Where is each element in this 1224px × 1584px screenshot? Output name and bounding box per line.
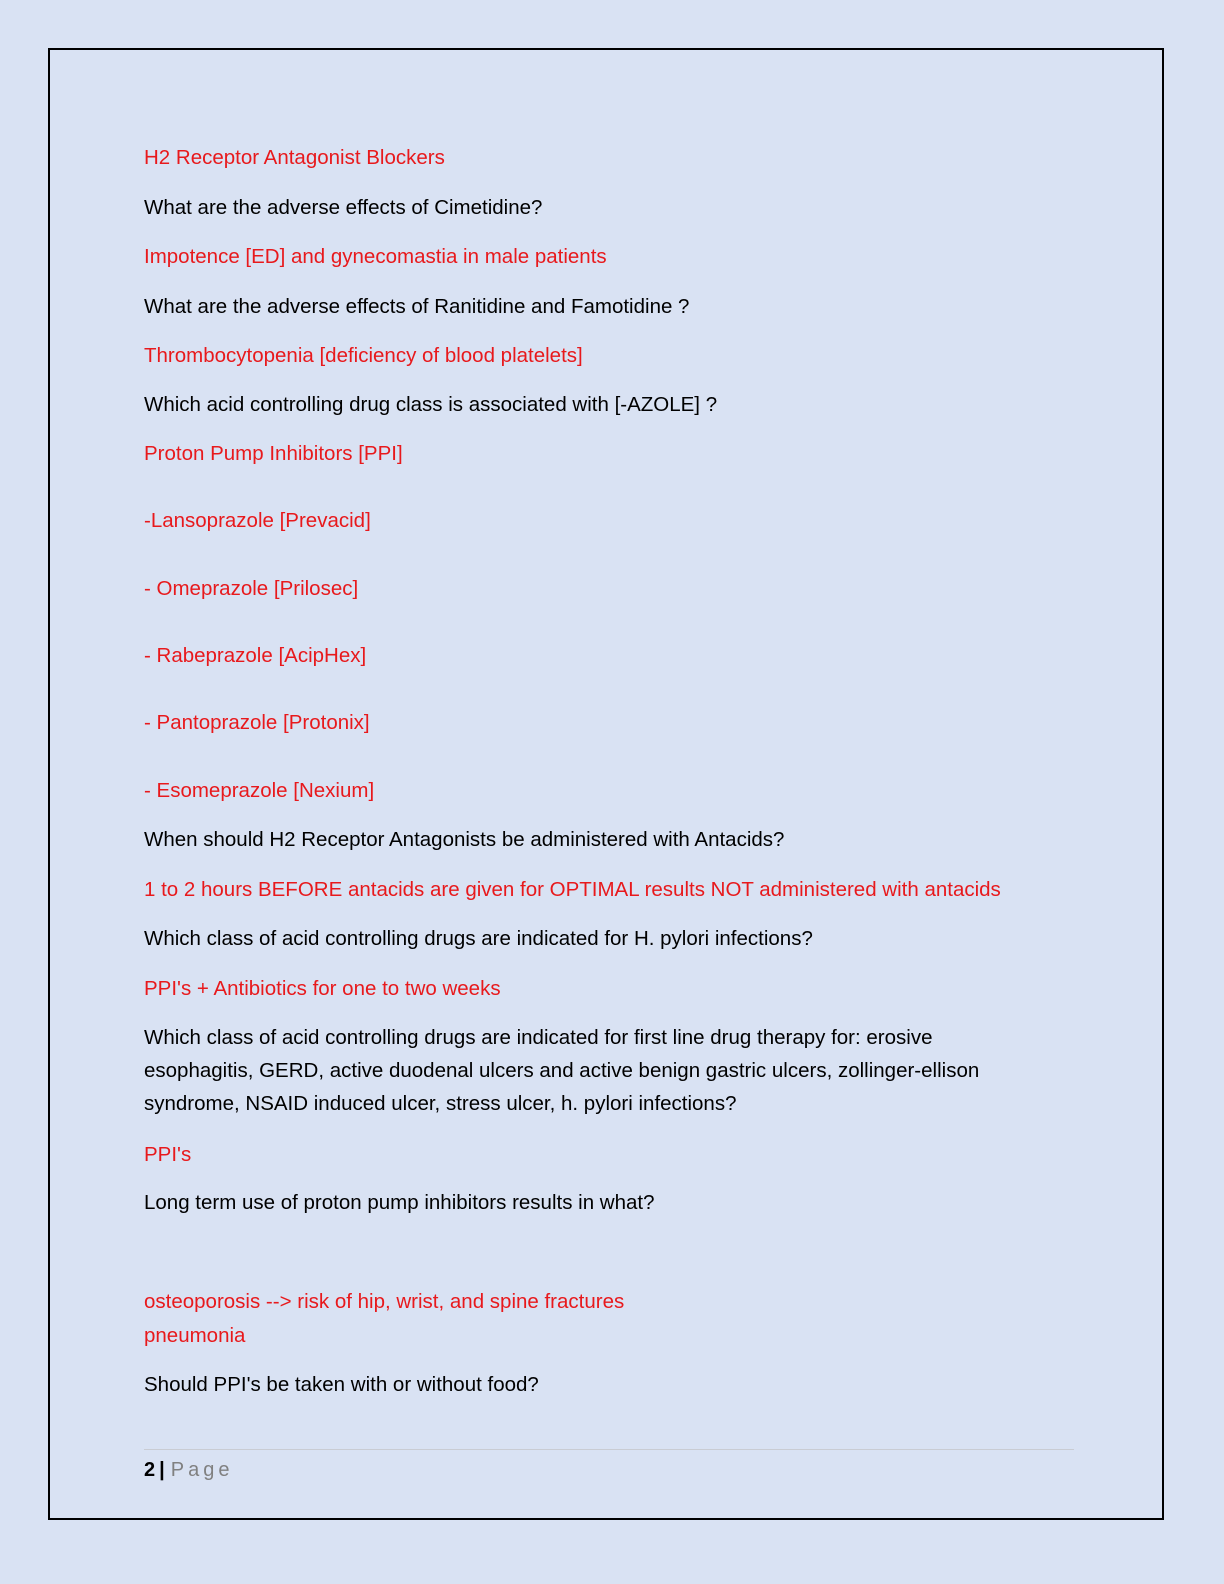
question-ppi-food: Should PPI's be taken with or without food? — [144, 1373, 539, 1396]
answer-long-term-ppi-pneumonia: pneumonia — [144, 1324, 246, 1347]
footer-divider — [144, 1449, 1074, 1450]
ppi-list-item: - Rabeprazole [AcipHex] — [144, 644, 367, 667]
answer-h2-with-antacids: 1 to 2 hours BEFORE antacids are given for OPTIMAL results NOT administered with antacids — [144, 878, 1001, 901]
page-footer — [144, 1455, 233, 1485]
question-h-pylori: Which class of acid controlling drugs are indicated for H. pylori infections? — [144, 927, 813, 950]
ppi-list-item: - Pantoprazole [Protonix] — [144, 711, 370, 734]
question-h2-with-antacids: When should H2 Receptor Antagonists be administered with Antacids? — [144, 828, 785, 851]
section-heading: H2 Receptor Antagonist Blockers — [144, 146, 445, 169]
question-long-term-ppi: Long term use of proton pump inhibitors results in what? — [144, 1191, 655, 1214]
answer-cimetidine-effects: Impotence [ED] and gynecomastia in male patients — [144, 245, 607, 268]
question-azole-class: Which acid controlling drug class is associated with [-AZOLE] ? — [144, 393, 718, 416]
page-number: 2 — [144, 1459, 156, 1481]
footer-separator: | — [159, 1459, 165, 1481]
answer-ranitidine-famotidine-effects: Thrombocytopenia [deficiency of blood platelets] — [144, 344, 583, 367]
answer-azole-class: Proton Pump Inhibitors [PPI] — [144, 442, 403, 465]
answer-long-term-ppi-osteoporosis: osteoporosis --> risk of hip, wrist, and spine fractures — [144, 1290, 625, 1313]
page-label: Page — [170, 1459, 234, 1481]
answer-first-line-therapy: PPI's — [144, 1143, 192, 1166]
ppi-list-item: - Omeprazole [Prilosec] — [144, 577, 359, 600]
question-first-line-therapy: Which class of acid controlling drugs are indicated for first line drug therapy for: erosive esophagitis, GERD, active duodenal ulcers and active benign gastric ulcers, zollinger-ellison syndrome, NSAID induced ulcer, stress ulcer, h. pylori infections? — [144, 1026, 980, 1115]
answer-h-pylori: PPI's + Antibiotics for one to two weeks — [144, 977, 501, 1000]
question-cimetidine-effects: What are the adverse effects of Cimetidine? — [144, 196, 543, 219]
ppi-list-item: - Esomeprazole [Nexium] — [144, 779, 375, 802]
ppi-list-item: -Lansoprazole [Prevacid] — [144, 509, 371, 532]
question-ranitidine-famotidine-effects: What are the adverse effects of Ranitidine and Famotidine ? — [144, 295, 690, 318]
